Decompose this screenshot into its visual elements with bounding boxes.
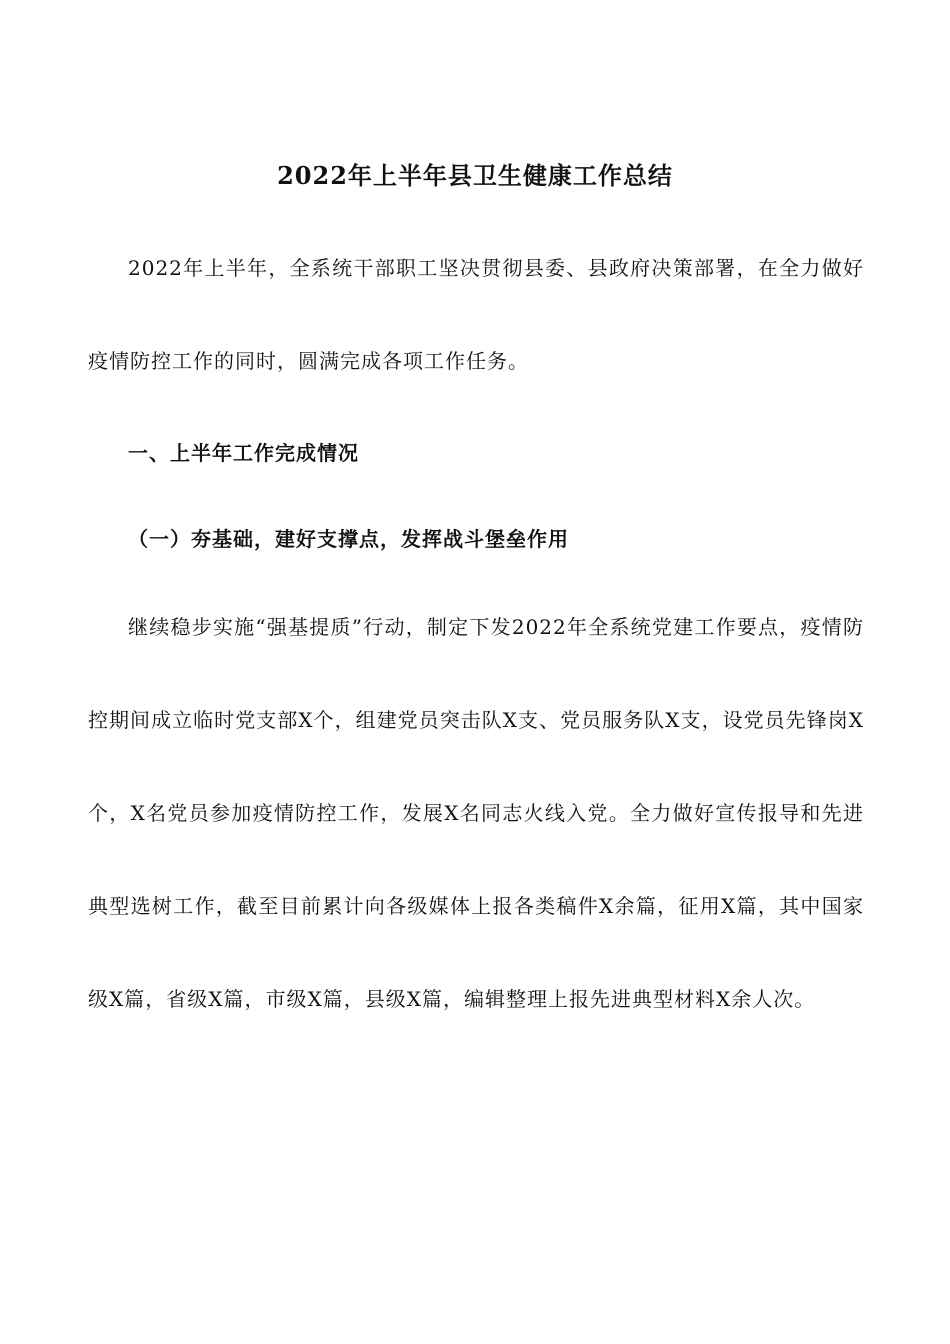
section-heading: 一、上半年工作完成情况 (128, 441, 359, 465)
body-paragraph: 继续稳步实施“强基提质”行动，制定下发2022年全系统党建工作要点，疫情防控期间成立临时党支部X个，组建党员突击队X支、党员服务队X支，设党员先锋岗X个，X名党员参加疫情防控工作，发展X名同志火线入党。全力做好宣传报导和先进典型选树工作，截至目前累计向各级媒体上报各类稿件X余篇，征用X篇，其中国家级X篇，省级X篇，市级X篇，县级X篇，编辑整理上报先进典型材料X余人次。 (88, 615, 864, 1011)
subsection-heading: （一）夯基础，建好支撑点，发挥战斗堡垒作用 (128, 527, 569, 551)
intro-paragraph: 2022年上半年，全系统干部职工坚决贯彻县委、县政府决策部署，在全力做好疫情防控工作的同时，圆满完成各项工作任务。 (88, 256, 864, 373)
document-title: 2022年上半年县卫生健康工作总结 (277, 161, 673, 190)
